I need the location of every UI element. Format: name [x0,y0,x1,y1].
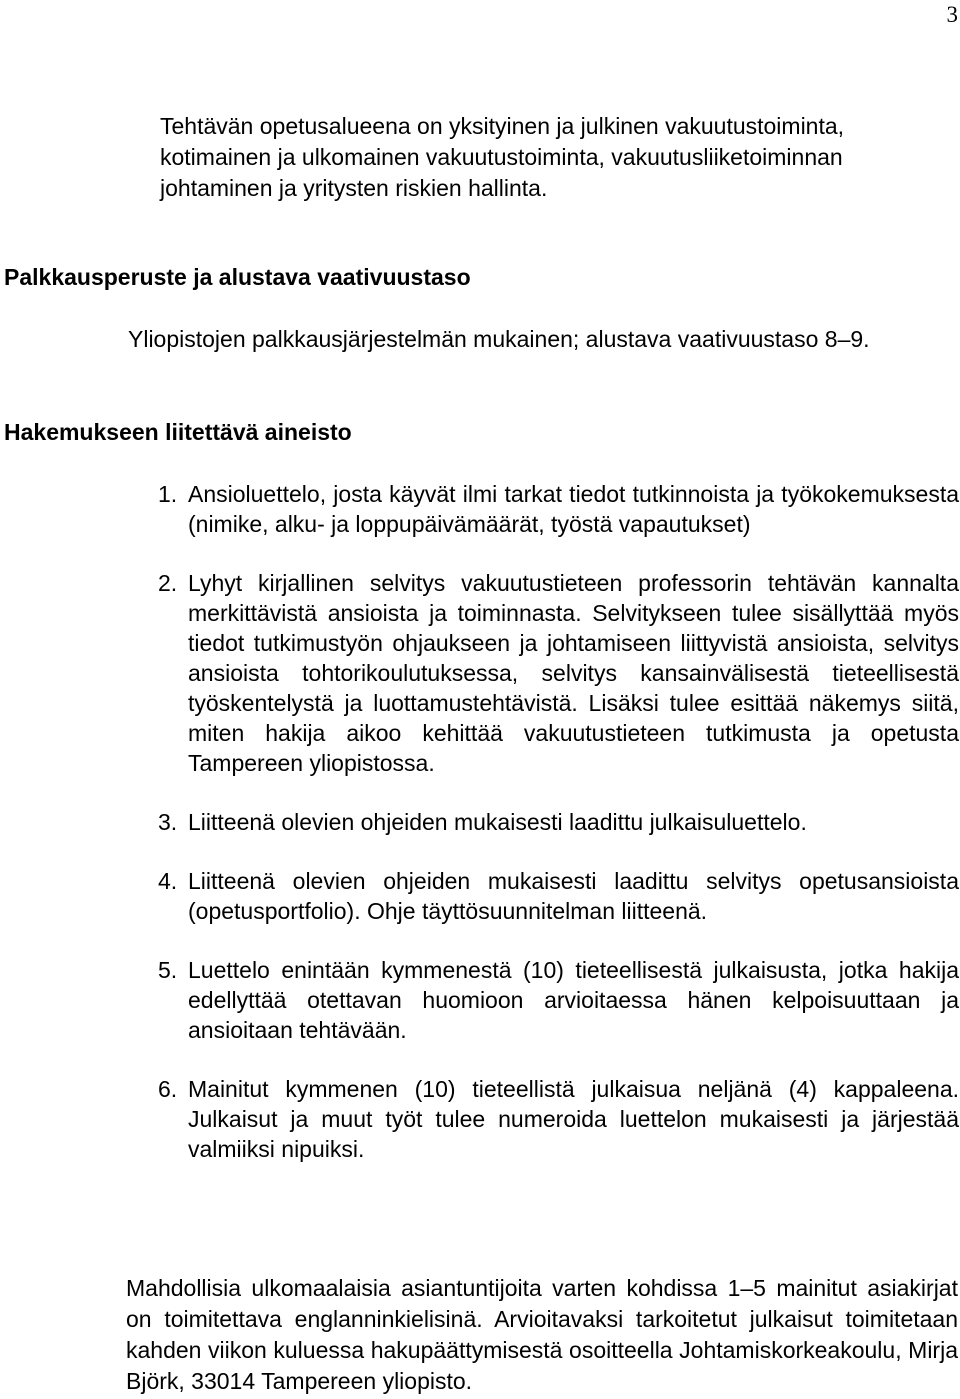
item-number: 6. [158,1076,178,1102]
salary-heading: Palkkausperuste ja alustava vaativuustaso [4,264,471,290]
item-number: 4. [158,868,178,894]
item-text: Lyhyt kirjallinen selvitys vakuutustieteen professorin tehtävän kannalta merkittävistä ansioista ja toiminnasta. Selvitykseen tulee sisällyttää myös tiedot tutkimustyön ohjaukseen ja johtamiseen liittyvistä ansioista, selvitys ansioista tohtorikoulutuksessa, selvitys kansainvälisestä tieteellisestä työskentelystä ja luottamustehtävistä. Lisäksi tulee esittää näkemys siitä, miten hakija aikoo kehittää vakuutustieteen tutkimusta ja opetusta Tampereen yliopistossa. [188,570,959,776]
attachments-heading: Hakemukseen liitettävä aineisto [4,419,352,445]
item-text: Liitteenä olevien ohjeiden mukaisesti laadittu selvitys opetusansioista (opetusportfolio). Ohje täyttösuunnitelman liitteenä. [188,868,959,924]
list-item [158,568,959,778]
item-text: Ansioluettelo, josta käyvät ilmi tarkat tiedot tutkinnoista ja työkokemuksesta (nimike, alku- ja loppupäivämäärät, työstä vapautukset) [188,481,959,537]
item-number: 1. [158,481,178,507]
item-text: Mainitut kymmenen (10) tieteellistä julkaisua neljänä (4) kappaleena. Julkaisut ja muut työt tulee numeroida luettelon mukaisesti ja järjestää valmiiksi nipuiksi. [188,1076,959,1162]
salary-text: Yliopistojen palkkausjärjestelmän mukainen; alustava vaativuustaso 8–9. [128,326,870,352]
item-number: 5. [158,957,178,983]
intro-paragraph: Tehtävän opetusalueena on yksityinen ja julkinen vakuutustoiminta, kotimainen ja ulkomainen vakuutustoiminta, vakuutusliiketoiminnan johtaminen ja yritysten riskien hallinta. [160,113,845,201]
item-text: Liitteenä olevien ohjeiden mukaisesti laadittu julkaisuluettelo. [188,809,807,835]
list-item [158,479,959,539]
page-number: 3 [946,2,958,27]
list-item [158,955,959,1045]
item-number: 3. [158,809,178,835]
list-item [158,866,959,926]
list-item [158,807,959,837]
list-item [158,1074,959,1164]
item-number: 2. [158,570,178,596]
attachments-list [158,479,959,1193]
closing-paragraph: Mahdollisia ulkomaalaisia asiantuntijoita varten kohdissa 1–5 mainitut asiakirjat on toimitettava englanninkielisinä. Arvioitavaksi tarkoitetut julkaisut toimitetaan kahden viikon kuluessa hakupäättymisestä osoitteella Johtamiskorkeakoulu, Mirja Björk, 33014 Tampereen yliopisto. [126,1275,958,1394]
item-text: Luettelo enintään kymmenestä (10) tieteellisestä julkaisusta, jotka hakija edellyttää otettavan huomioon arvioitaessa hänen kelpoisuuttaan ja ansioitaan tehtävään. [188,957,959,1043]
